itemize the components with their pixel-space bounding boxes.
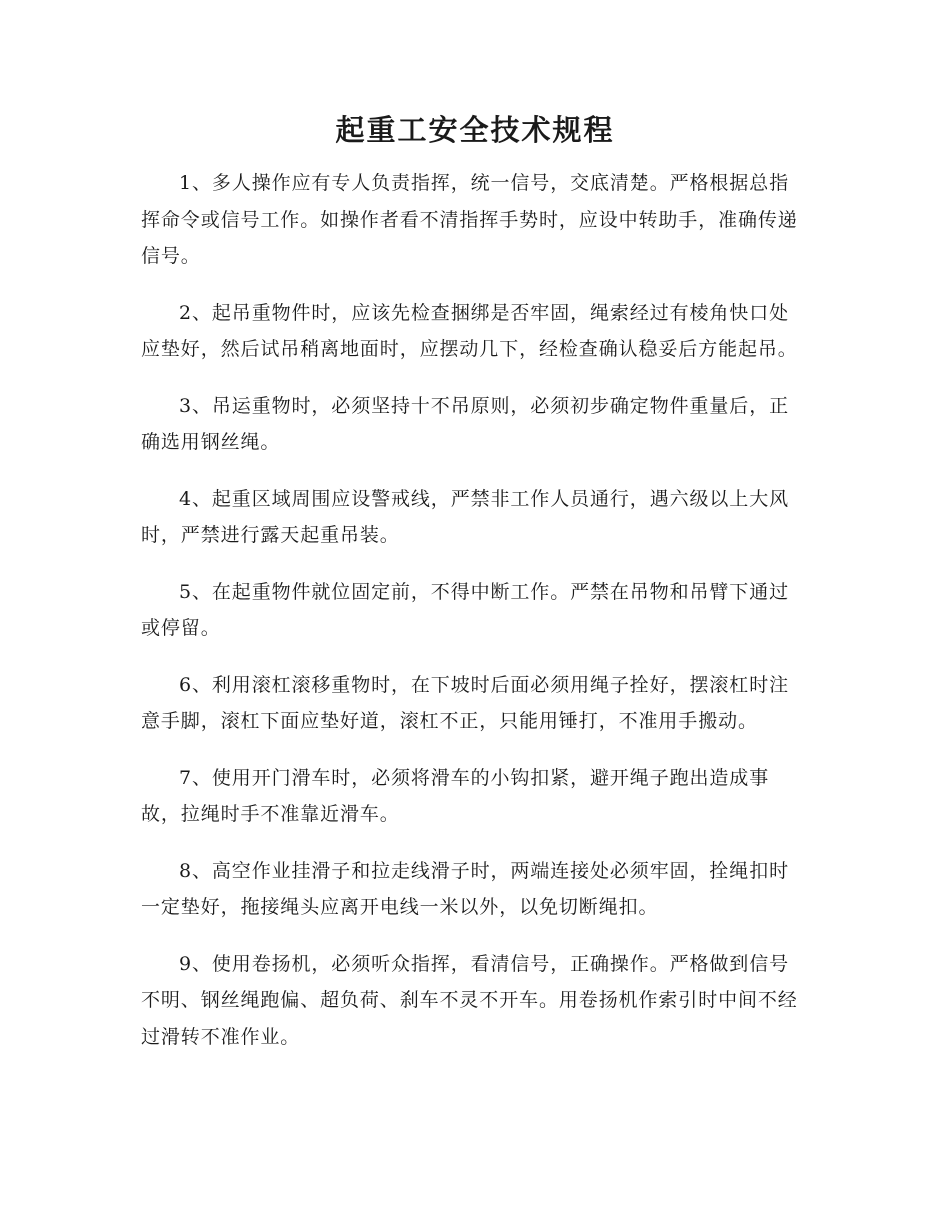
paragraph-7: 7、使用开门滑车时，必须将滑车的小钩扣紧，避开绳子跑出造成事故，拉绳时手不准靠近滑车。	[141, 766, 770, 825]
document-body	[141, 165, 807, 1075]
paragraph-6: 6、利用滚杠滚移重物时，在下坡时后面必须用绳子拴好，摆滚杠时注意手脚，滚杠下面应垫好道，滚杠不正，只能用锤打，不准用手搬动。	[141, 673, 789, 732]
paragraph-5: 5、在起重物件就位固定前，不得中断工作。严禁在吊物和吊臂下通过或停留。	[141, 580, 789, 639]
paragraph-2: 2、起吊重物件时，应该先检查捆绑是否牢固，绳索经过有棱角快口处应垫好，然后试吊稍离地面时，应摆动几下，经检查确认稳妥后方能起吊。	[141, 301, 798, 360]
page-title: 起重工安全技术规程	[335, 113, 615, 147]
paragraph-8: 8、高空作业挂滑子和拉走线滑子时，两端连接处必须牢固，拴绳扣时一定垫好，拖接绳头应离开电线一米以外，以免切断绳扣。	[141, 859, 789, 918]
paragraph-9: 9、使用卷扬机，必须听众指挥，看清信号，正确操作。严格做到信号不明、钢丝绳跑偏、超负荷、刹车不灵不开车。用卷扬机作索引时中间不经过滑转不准作业。	[141, 952, 798, 1048]
paragraph-1: 1、多人操作应有专人负责指挥，统一信号，交底清楚。严格根据总指挥命令或信号工作。如操作者看不清指挥手势时，应设中转助手，准确传递信号。	[141, 172, 798, 267]
paragraph-4: 4、起重区域周围应设警戒线，严禁非工作人员通行，遇六级以上大风时，严禁进行露天起重吊装。	[141, 487, 789, 546]
paragraph-3: 3、吊运重物时，必须坚持十不吊原则，必须初步确定物件重量后，正确选用钢丝绳。	[141, 394, 789, 453]
